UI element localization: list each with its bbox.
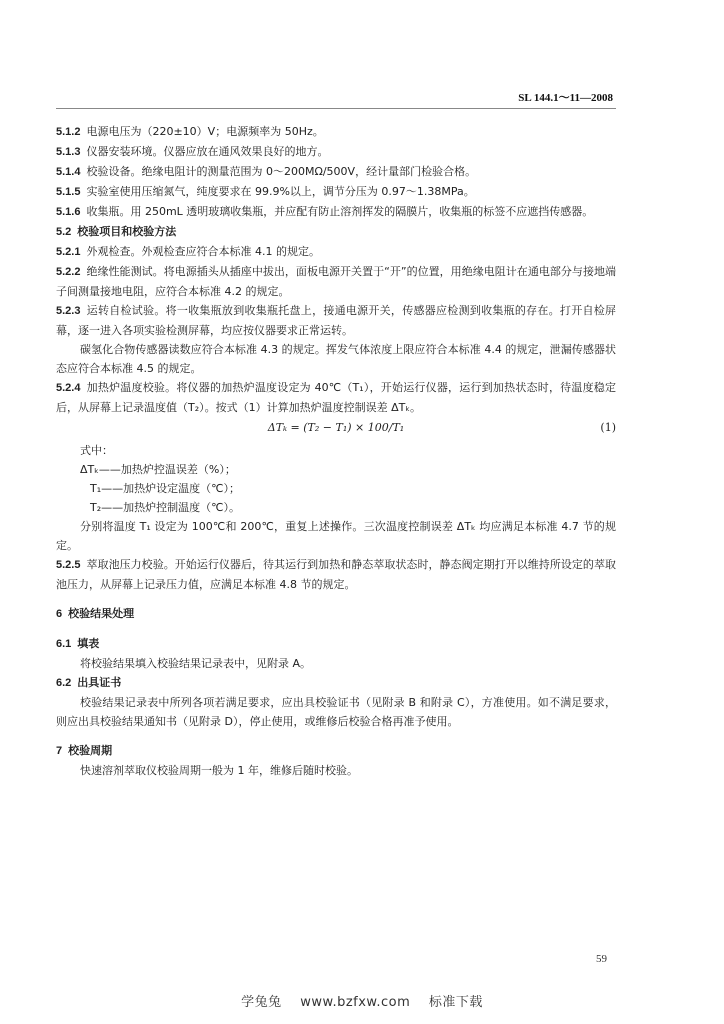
clause-text: 运转自检试验。将一收集瓶放到收集瓶托盘上，接通电源开关，传感器应检测到收集瓶的存在。打开自检屏幕，逐一进入各项实验检测屏幕，均应按仪器要求正常运转。 (56, 304, 616, 337)
section-title: 校验结果处理 (68, 607, 135, 620)
section-number: 5.2 (56, 226, 72, 238)
clause-5-1-3 (56, 142, 616, 162)
clause-text: 校验设备。绝缘电阻计的测量范围为 0～200MΩ/500V，经计量部门检验合格。 (86, 165, 477, 178)
section-title: 填表 (77, 637, 100, 650)
section-title: 出具证书 (77, 676, 122, 689)
section-title: 校验周期 (68, 744, 113, 757)
footer-site-name: 学兔兔 (241, 995, 282, 1010)
header-rule (56, 108, 616, 109)
section-6-heading (56, 604, 616, 624)
page-number: 59 (596, 953, 607, 965)
clause-5-2-2 (56, 262, 616, 301)
section-5-2-heading (56, 222, 616, 242)
clause-5-1-2 (56, 122, 616, 142)
footer-url[interactable]: www.bzfxw.com (300, 995, 411, 1010)
document-body (56, 122, 616, 780)
clause-5-2-5 (56, 555, 616, 594)
clause-5-2-3-cont: 碳氢化合物传感器读数应符合本标准 4.3 的规定。挥发气体浓度上限应符合本标准 4.4 的规定，泄漏传感器状态应符合本标准 4.5 的规定。 (56, 343, 616, 375)
clause-5-1-4 (56, 162, 616, 182)
section-7-text: 快速溶剂萃取仪校验周期一般为 1 年，维修后随时校验。 (80, 764, 358, 777)
clause-number: 5.2.4 (56, 382, 81, 394)
section-6-2-heading (56, 673, 616, 693)
clause-number: 5.1.3 (56, 146, 81, 158)
clause-number: 5.2.2 (56, 266, 81, 278)
section-number: 6.2 (56, 677, 72, 689)
clause-text: 仪器安装环境。仪器应放在通风效果良好的地方。 (86, 145, 329, 158)
clause-text: 电源电压为（220±10）V；电源频率为 50Hz。 (86, 125, 324, 138)
formula-expression: ΔTₖ = (T₂ − T₁) × 100/T₁ (267, 421, 405, 434)
footer-watermark (0, 991, 724, 1010)
clause-number: 5.2.3 (56, 305, 81, 317)
clause-number: 5.2.5 (56, 559, 81, 571)
clause-5-2-4-cont: 分别将温度 T₁ 设定为 100℃和 200℃，重复上述操作。三次温度控制误差 ΔTₖ 均应满足本标准 4.7 节的规定。 (56, 520, 616, 552)
equation-number: (1) (600, 421, 616, 434)
clause-number: 5.1.5 (56, 186, 81, 198)
clause-text: 加热炉温度校验。将仪器的加热炉温度设定为 40℃（T₁），开始运行仪器，运行到加热状态时，待温度稳定后，从屏幕上记录温度值（T₂）。按式（1）计算加热炉温度控制误差 ΔTₖ。 (56, 381, 616, 414)
clause-5-2-4 (56, 378, 616, 417)
clause-text: 绝缘性能测试。将电源插头从插座中拔出，面板电源开关置于“开”的位置，用绝缘电阻计在通电部分与接地端子间测量接地电阻，应符合本标准 4.2 的规定。 (56, 265, 616, 298)
clause-5-1-6 (56, 202, 616, 222)
clause-5-2-3 (56, 301, 616, 340)
section-number: 7 (56, 745, 63, 757)
clause-text: 萃取池压力校验。开始运行仪器后，待其运行到加热和静态萃取状态时，静态阀定期打开以维持所设定的萃取池压力，从屏幕上记录压力值，应满足本标准 4.8 节的规定。 (56, 558, 616, 591)
section-number: 6.1 (56, 638, 72, 650)
clause-text: 收集瓶。用 250mL 透明玻璃收集瓶，并应配有防止溶剂挥发的隔膜片，收集瓶的标签不应遮挡传感器。 (86, 205, 594, 218)
standard-code: SL 144.1～11—2008 (518, 92, 613, 104)
clause-5-2-1 (56, 242, 616, 262)
section-6-2-text: 校验结果记录表中所列各项若满足要求，应出具校验证书（见附录 B 和附录 C），方准使用。如不满足要求，则应出具校验结果通知书（见附录 D），停止使用，或维修后校验合格再准予使用。 (56, 696, 616, 728)
section-number: 6 (56, 608, 63, 620)
clause-number: 5.1.6 (56, 206, 81, 218)
section-7-heading (56, 741, 616, 761)
formula-1 (56, 418, 616, 437)
clause-number: 5.1.4 (56, 166, 81, 178)
definition-t2: T₂——加热炉控制温度（℃）。 (90, 501, 240, 514)
clause-text: 实验室使用压缩氮气，纯度要求在 99.9%以上，调节分压为 0.97～1.38MPa。 (86, 185, 475, 198)
clause-number: 5.2.1 (56, 246, 81, 258)
formula-where: 式中： (80, 444, 113, 457)
clause-5-1-5 (56, 182, 616, 202)
definition-delta-tk: ΔTₖ——加热炉控温误差（%）； (80, 463, 236, 476)
section-6-1-text: 将校验结果填入校验结果记录表中，见附录 A。 (80, 657, 312, 670)
definition-t1: T₁——加热炉设定温度（℃）； (90, 482, 240, 495)
section-title: 校验项目和校验方法 (77, 225, 177, 238)
section-6-1-heading (56, 634, 616, 654)
footer-slogan: 标准下载 (428, 995, 483, 1010)
clause-text: 外观检查。外观检查应符合本标准 4.1 的规定。 (86, 245, 320, 258)
clause-number: 5.1.2 (56, 126, 81, 138)
